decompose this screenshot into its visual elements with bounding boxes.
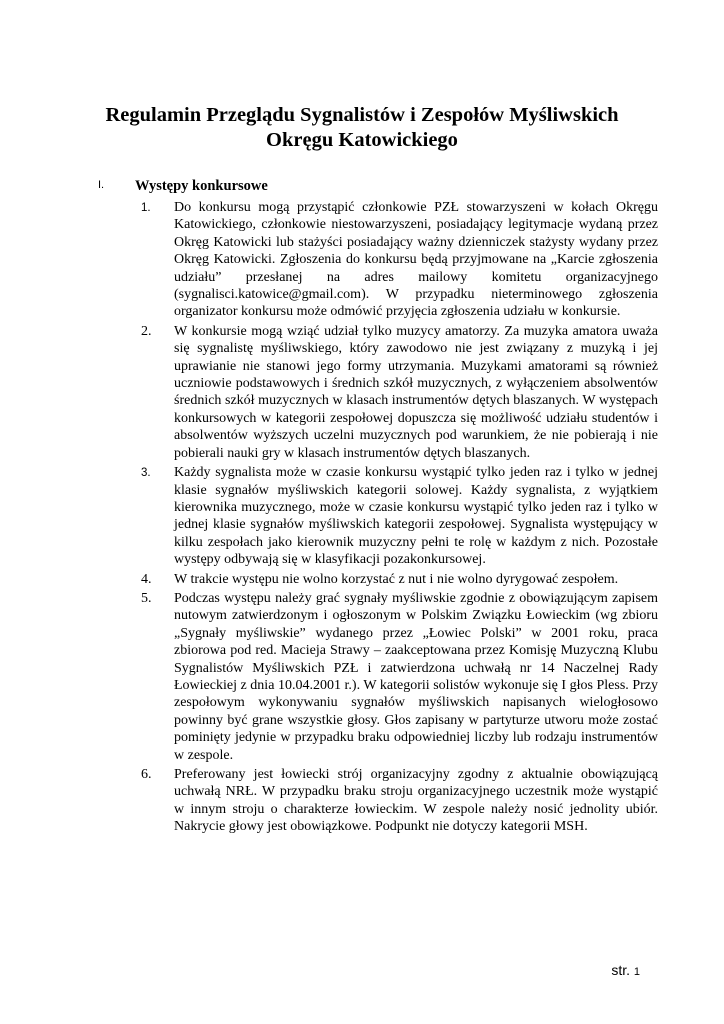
item-text: W trakcie występu nie wolno korzystać z nut i nie wolno dyrygować zespołem. xyxy=(174,571,619,587)
item-number: 4. xyxy=(141,571,152,587)
item-text: Podczas występu należy grać sygnały myśliwskie zgodnie z obowiązującym zapisem nutowym zatwierdzonym i ogłoszonym w Polskim Związku Łowieckim (wg zbioru „Sygnały myśliwskie” wydanego przez „Łowiec Polski” w 2001 roku, praca zbiorowa pod red. Macieja Strawy – zaakceptowana przez Komisję Muzyczną Klubu Sygnalistów Myśliwskich PZŁ i zatwierdzona uchwałą nr 14 Naczelnej Rady Łowieckiej z dnia 10.04.2001 r.). W kategorii solistów wykonuje się I głos Pless. Przy zespołowym wykonywaniu sygnałów myśliwskich napisanych wielogłosowo powinny być grane wszystkie głosy. Głos zapisany w partyturze utworu może zostać pominięty jedynie w przypadku braku odpowiedniej liczby lub rodzaju instrumentów w zespole. xyxy=(174,590,658,763)
section-number: I. xyxy=(98,179,105,191)
page-number: 1 xyxy=(633,966,640,978)
list-item xyxy=(98,464,658,568)
list-item xyxy=(98,199,658,321)
page-title xyxy=(60,103,664,153)
section-competition-performances xyxy=(98,177,658,838)
list-item xyxy=(98,766,658,836)
item-number: 6. xyxy=(141,767,152,782)
item-text: W konkursie mogą wziąć udział tylko muzycy amatorzy. Za muzyka amatora uważa się sygnalistę myśliwskiego, który zawodowo nie jest związany z muzyką i jej uprawianie nie stanowi jego formy utrzymania. Muzykami amatorami są również uczniowie podstawowych i średnich szkół muzycznych, z wyłączeniem absolwentów średnich szkół muzycznych w klasach instrumentów dętych blaszanych. W występach konkursowych w kategorii zespołowej dopuszcza się możliwość udziału studentów i absolwentów wyższych uczelni muzycznych pod warunkiem, że nie pobierają i nie pobierali nauki gry w klasach instrumentów dętych blaszanych. xyxy=(174,323,658,461)
item-number: 1. xyxy=(141,202,151,214)
item-text: Do konkursu mogą przystąpić członkowie PZŁ stowarzyszeni w kołach Okręgu Katowickiego, członkowie niestowarzyszeni, posiadający legitymacje wydaną przez Okręg Katowicki lub stażyści posiadający ważny dzienniczek stażysty wydany przez Okręg Katowicki. Zgłoszenia do konkursu będą przyjmowane na „Karcie zgłoszenia udziału” przesłanej na adres mailowy komitetu organizacyjnego (sygnalisci.katowice@gmail.com). W przypadku nieterminowego zgłoszenia organizator konkursu może odmówić przyjęcia zgłoszenia udziału w konkursie. xyxy=(174,200,658,320)
item-number: 3. xyxy=(141,467,151,480)
title-line-2: Okręgu Katowickiego xyxy=(266,129,458,151)
list-item xyxy=(98,590,658,764)
list-item xyxy=(98,571,658,588)
item-number: 2. xyxy=(141,323,152,339)
item-text: Preferowany jest łowiecki strój organizacyjny zgodny z aktualnie obowiązującą uchwałą NRŁ. W przypadku braku stroju organizacyjnego uczestnik może wystąpić w innym stroju o charakterze łowieckim. W zespole należy nosić jednolity ubiór. Nakrycie głowy jest obowiązkowe. Podpunkt nie dotyczy kategorii MSH. xyxy=(174,767,658,835)
page-footer xyxy=(611,962,640,978)
item-text: Każdy sygnalista może w czasie konkursu wystąpić tylko jeden raz i tylko w jednej klasie sygnałów myśliwskich kategorii solowej. Każdy sygnalista, z wyjątkiem kierownika muzycznego, może w czasie konkursu wystąpić tylko jeden raz i tylko w jednej klasie sygnałów myśliwskich kategorii zespołowej. Sygnalista występujący w kilku zespołach jako kierownik muzyczny pełni te rolę w każdym z nich. Pozostałe występy odbywają się w klasyfikacji pozakonkursowej. xyxy=(174,465,658,568)
rules-list xyxy=(98,199,658,836)
title-line-1: Regulamin Przeglądu Sygnalistów i Zespołów Myśliwskich xyxy=(105,104,619,126)
page-label: str. xyxy=(611,962,630,978)
section-title: Występy konkursowe xyxy=(135,178,268,194)
item-number: 5. xyxy=(141,590,152,606)
list-item xyxy=(98,323,658,462)
section-heading xyxy=(98,177,658,199)
